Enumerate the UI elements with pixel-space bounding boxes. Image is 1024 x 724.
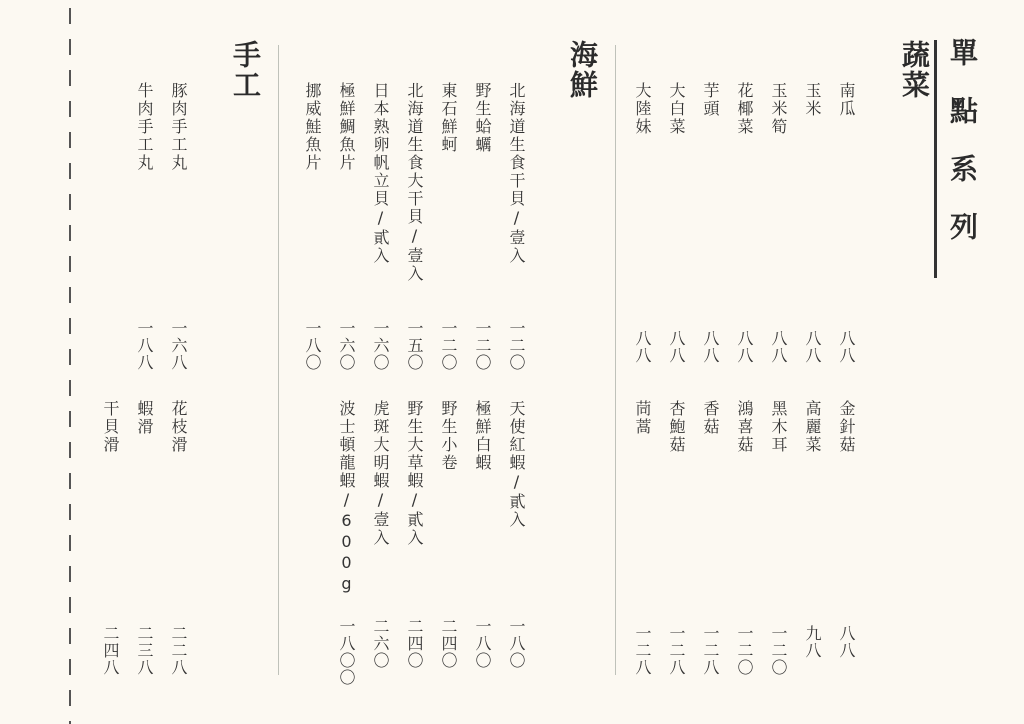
menu-item-name: 天使紅蝦/貳入: [507, 400, 526, 529]
menu-item-name: 牛肉手工丸: [135, 82, 154, 172]
section-divider: [278, 45, 279, 675]
page-title: 單點系列: [946, 38, 979, 270]
menu-item-name: 鴻喜菇: [735, 400, 754, 454]
dashed-fold-line: [69, 8, 71, 724]
menu-item-price: 二四八: [101, 625, 120, 676]
menu-item-price: 一五〇: [405, 320, 424, 371]
menu-item-price: 八八: [837, 625, 856, 659]
menu-item-price: 一二八: [633, 625, 652, 676]
menu-item-name: 南瓜: [837, 82, 856, 118]
menu-item-name: 杏鮑菇: [667, 400, 686, 454]
menu-item-name: 野生大草蝦/貳入: [405, 400, 424, 547]
menu-item-name: 玉米: [803, 82, 822, 118]
menu-item-price: 一二〇: [473, 320, 492, 371]
menu-item-price: 八八: [803, 330, 822, 364]
menu-item-price: 二二八: [169, 625, 188, 676]
menu-item-price: 九八: [803, 625, 822, 659]
menu-item-name: 黑木耳: [769, 400, 788, 454]
menu-item-name: 玉米筍: [769, 82, 788, 136]
menu-item-name: 花椰菜: [735, 82, 754, 136]
menu-item-name: 金針菇: [837, 400, 856, 454]
menu-item-name: 北海道生食大干貝/壹入: [405, 82, 424, 283]
menu-item-name: 花枝滑: [169, 400, 188, 454]
section-title-seafood: 海鮮: [566, 40, 599, 100]
menu-item-name: 豚肉手工丸: [169, 82, 188, 172]
menu-item-price: 二六〇: [371, 618, 390, 669]
menu-item-name: 極鮮鯛魚片: [337, 82, 356, 172]
menu-item-price: 八八: [837, 330, 856, 364]
menu-item-name: 波士頓龍蝦/600g: [337, 400, 356, 595]
menu-item-price: 一八〇: [303, 320, 322, 371]
menu-item-name: 挪威鮭魚片: [303, 82, 322, 172]
menu-item-price: 八八: [633, 330, 652, 364]
menu-item-price: 一二〇: [769, 625, 788, 676]
menu-item-price: 八八: [667, 330, 686, 364]
menu-item-name: 干貝滑: [101, 400, 120, 454]
menu-item-price: 二四〇: [439, 618, 458, 669]
menu-item-name: 日本熟卵帆立貝/貳入: [371, 82, 390, 265]
menu-item-price: 一二〇: [735, 625, 754, 676]
menu-item-price: 八八: [735, 330, 754, 364]
section-divider: [615, 45, 616, 675]
menu-item-price: 二三八: [135, 625, 154, 676]
menu-item-name: 虎斑大明蝦/壹入: [371, 400, 390, 547]
menu-item-name: 極鮮白蝦: [473, 400, 492, 472]
section-title-vegetables: 蔬菜: [898, 40, 931, 100]
menu-item-price: 一八〇: [507, 618, 526, 669]
section-title-handmade: 手工: [229, 40, 262, 100]
menu-item-price: 八八: [769, 330, 788, 364]
menu-item-price: 一二八: [701, 625, 720, 676]
menu-item-price: 八八: [701, 330, 720, 364]
menu-item-price: 一六〇: [371, 320, 390, 371]
menu-item-price: 一八八: [135, 320, 154, 371]
menu-item-price: 一二〇: [439, 320, 458, 371]
menu-item-name: 茼蒿: [633, 400, 652, 436]
menu-item-price: 一二八: [667, 625, 686, 676]
menu-item-name: 大白菜: [667, 82, 686, 136]
menu-item-price: 一八〇〇: [337, 618, 356, 686]
menu-item-price: 一六〇: [337, 320, 356, 371]
menu-item-name: 野生小卷: [439, 400, 458, 472]
menu-item-name: 東石鮮蚵: [439, 82, 458, 154]
menu-item-name: 北海道生食干貝/壹入: [507, 82, 526, 265]
menu-item-name: 野生蛤蠣: [473, 82, 492, 154]
menu-item-price: 一八〇: [473, 618, 492, 669]
menu-item-name: 芋頭: [701, 82, 720, 118]
menu-item-price: 二四〇: [405, 618, 424, 669]
menu-item-price: 一二〇: [507, 320, 526, 371]
menu-item-name: 香菇: [701, 400, 720, 436]
title-rule: [934, 40, 937, 278]
menu-item-name: 蝦滑: [135, 400, 154, 436]
menu-item-name: 大陸妹: [633, 82, 652, 136]
menu-item-price: 一六八: [169, 320, 188, 371]
menu-item-name: 高麗菜: [803, 400, 822, 454]
